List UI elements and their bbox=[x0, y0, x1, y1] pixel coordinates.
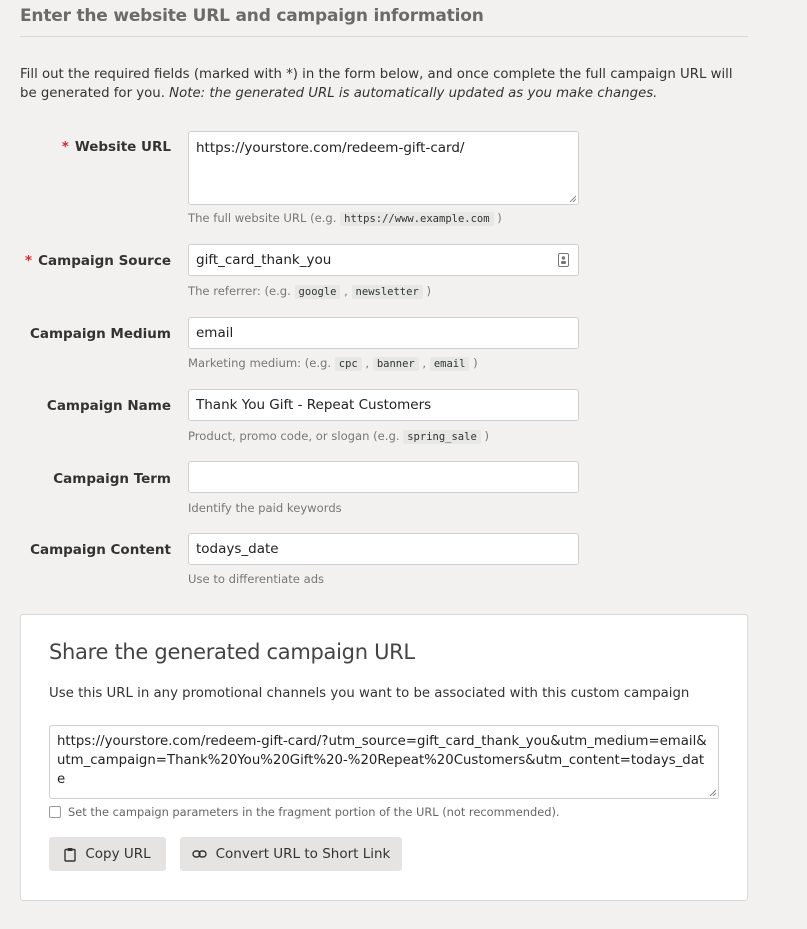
campaign-content-input[interactable] bbox=[188, 533, 579, 565]
clipboard-icon bbox=[64, 847, 76, 862]
generated-url-output[interactable] bbox=[49, 725, 719, 799]
title-divider bbox=[20, 36, 748, 37]
intro-note: Note: the generated URL is automatically updated as you make changes. bbox=[169, 86, 658, 101]
campaign-source-value: gift_card_thank_you bbox=[196, 252, 332, 268]
help-text-suffix: ) bbox=[484, 429, 489, 443]
help-text: The full website URL (e.g. bbox=[188, 211, 341, 225]
intro-main: Fill out the required fields (marked with *) in the form below, and once complete the full campaign URL will be generated for you. bbox=[20, 67, 733, 101]
campaign-content-value: todays_date bbox=[196, 541, 279, 557]
website-url-input[interactable] bbox=[188, 131, 579, 205]
fragment-option[interactable] bbox=[49, 805, 560, 819]
campaign-medium-input[interactable] bbox=[188, 317, 579, 349]
autofill-contact-icon[interactable] bbox=[558, 253, 569, 267]
help-code-example: spring_sale bbox=[403, 430, 481, 444]
campaign-name-input[interactable] bbox=[188, 389, 579, 421]
campaign-name-label: Campaign Name bbox=[46, 398, 171, 414]
link-icon bbox=[192, 849, 207, 859]
fragment-checkbox[interactable] bbox=[49, 806, 61, 818]
help-code-example: https://www.example.com bbox=[340, 212, 493, 226]
website-url-help bbox=[188, 211, 502, 225]
help-text-suffix: ) bbox=[473, 356, 478, 370]
campaign-medium-label: Campaign Medium bbox=[29, 326, 171, 342]
help-text: Product, promo code, or slogan (e.g. bbox=[188, 429, 404, 443]
campaign-medium-value: email bbox=[196, 325, 234, 341]
campaign-content-help: Use to differentiate ads bbox=[188, 572, 325, 586]
intro-text bbox=[20, 65, 750, 103]
campaign-term-help: Identify the paid keywords bbox=[188, 501, 342, 515]
campaign-source-label-text: Campaign Source bbox=[38, 253, 171, 269]
campaign-term-input[interactable] bbox=[188, 461, 579, 493]
help-text: The referrer: (e.g. bbox=[188, 284, 295, 298]
help-code-example: newsletter bbox=[352, 285, 423, 299]
campaign-source-help: The referrer: (e.g. google , newsletter ) bbox=[188, 284, 431, 298]
resize-handle-icon[interactable] bbox=[709, 789, 716, 796]
website-url-value: https://yourstore.com/redeem-gift-card/ bbox=[196, 140, 465, 156]
copy-url-button[interactable] bbox=[49, 837, 166, 871]
campaign-term-label: Campaign Term bbox=[53, 471, 171, 487]
required-marker: * bbox=[61, 139, 69, 155]
help-code-example: banner bbox=[373, 357, 419, 371]
convert-short-link-button[interactable] bbox=[180, 837, 402, 871]
help-text-suffix: ) bbox=[426, 284, 431, 298]
help-text-suffix: ) bbox=[497, 211, 502, 225]
copy-url-label: Copy URL bbox=[85, 846, 151, 862]
campaign-medium-help: Marketing medium: (e.g. cpc , banner , email ) bbox=[188, 356, 478, 370]
share-panel bbox=[20, 614, 748, 901]
help-code-example: email bbox=[430, 357, 470, 371]
fragment-checkbox-label[interactable]: Set the campaign parameters in the fragment portion of the URL (not recommended). bbox=[68, 805, 560, 819]
help-text: Marketing medium: (e.g. bbox=[188, 356, 335, 370]
campaign-source-input[interactable] bbox=[188, 244, 579, 276]
campaign-source-label bbox=[0, 253, 171, 269]
website-url-label-text: Website URL bbox=[74, 139, 171, 155]
required-marker: * bbox=[25, 253, 33, 269]
share-title: Share the generated campaign URL bbox=[49, 640, 415, 664]
campaign-content-label: Campaign Content bbox=[30, 542, 171, 558]
website-url-label bbox=[0, 139, 171, 155]
resize-handle-icon[interactable] bbox=[569, 195, 576, 202]
convert-short-link-label: Convert URL to Short Link bbox=[215, 846, 391, 862]
campaign-name-value: Thank You Gift - Repeat Customers bbox=[196, 397, 432, 413]
help-code-example: google bbox=[295, 285, 341, 299]
campaign-name-help bbox=[188, 429, 489, 443]
generated-url-value: https://yourstore.com/redeem-gift-card/?utm_source=gift_card_thank_you&utm_medium=email&utm_campaign=Thank%20You%20Gift%20-%20Repeat%20Customers&utm_content=todays_date bbox=[57, 734, 707, 787]
share-description: Use this URL in any promotional channels you want to be associated with this custom campaign bbox=[49, 686, 690, 701]
section-title: Enter the website URL and campaign information bbox=[20, 6, 484, 26]
help-code-example: cpc bbox=[335, 357, 362, 371]
